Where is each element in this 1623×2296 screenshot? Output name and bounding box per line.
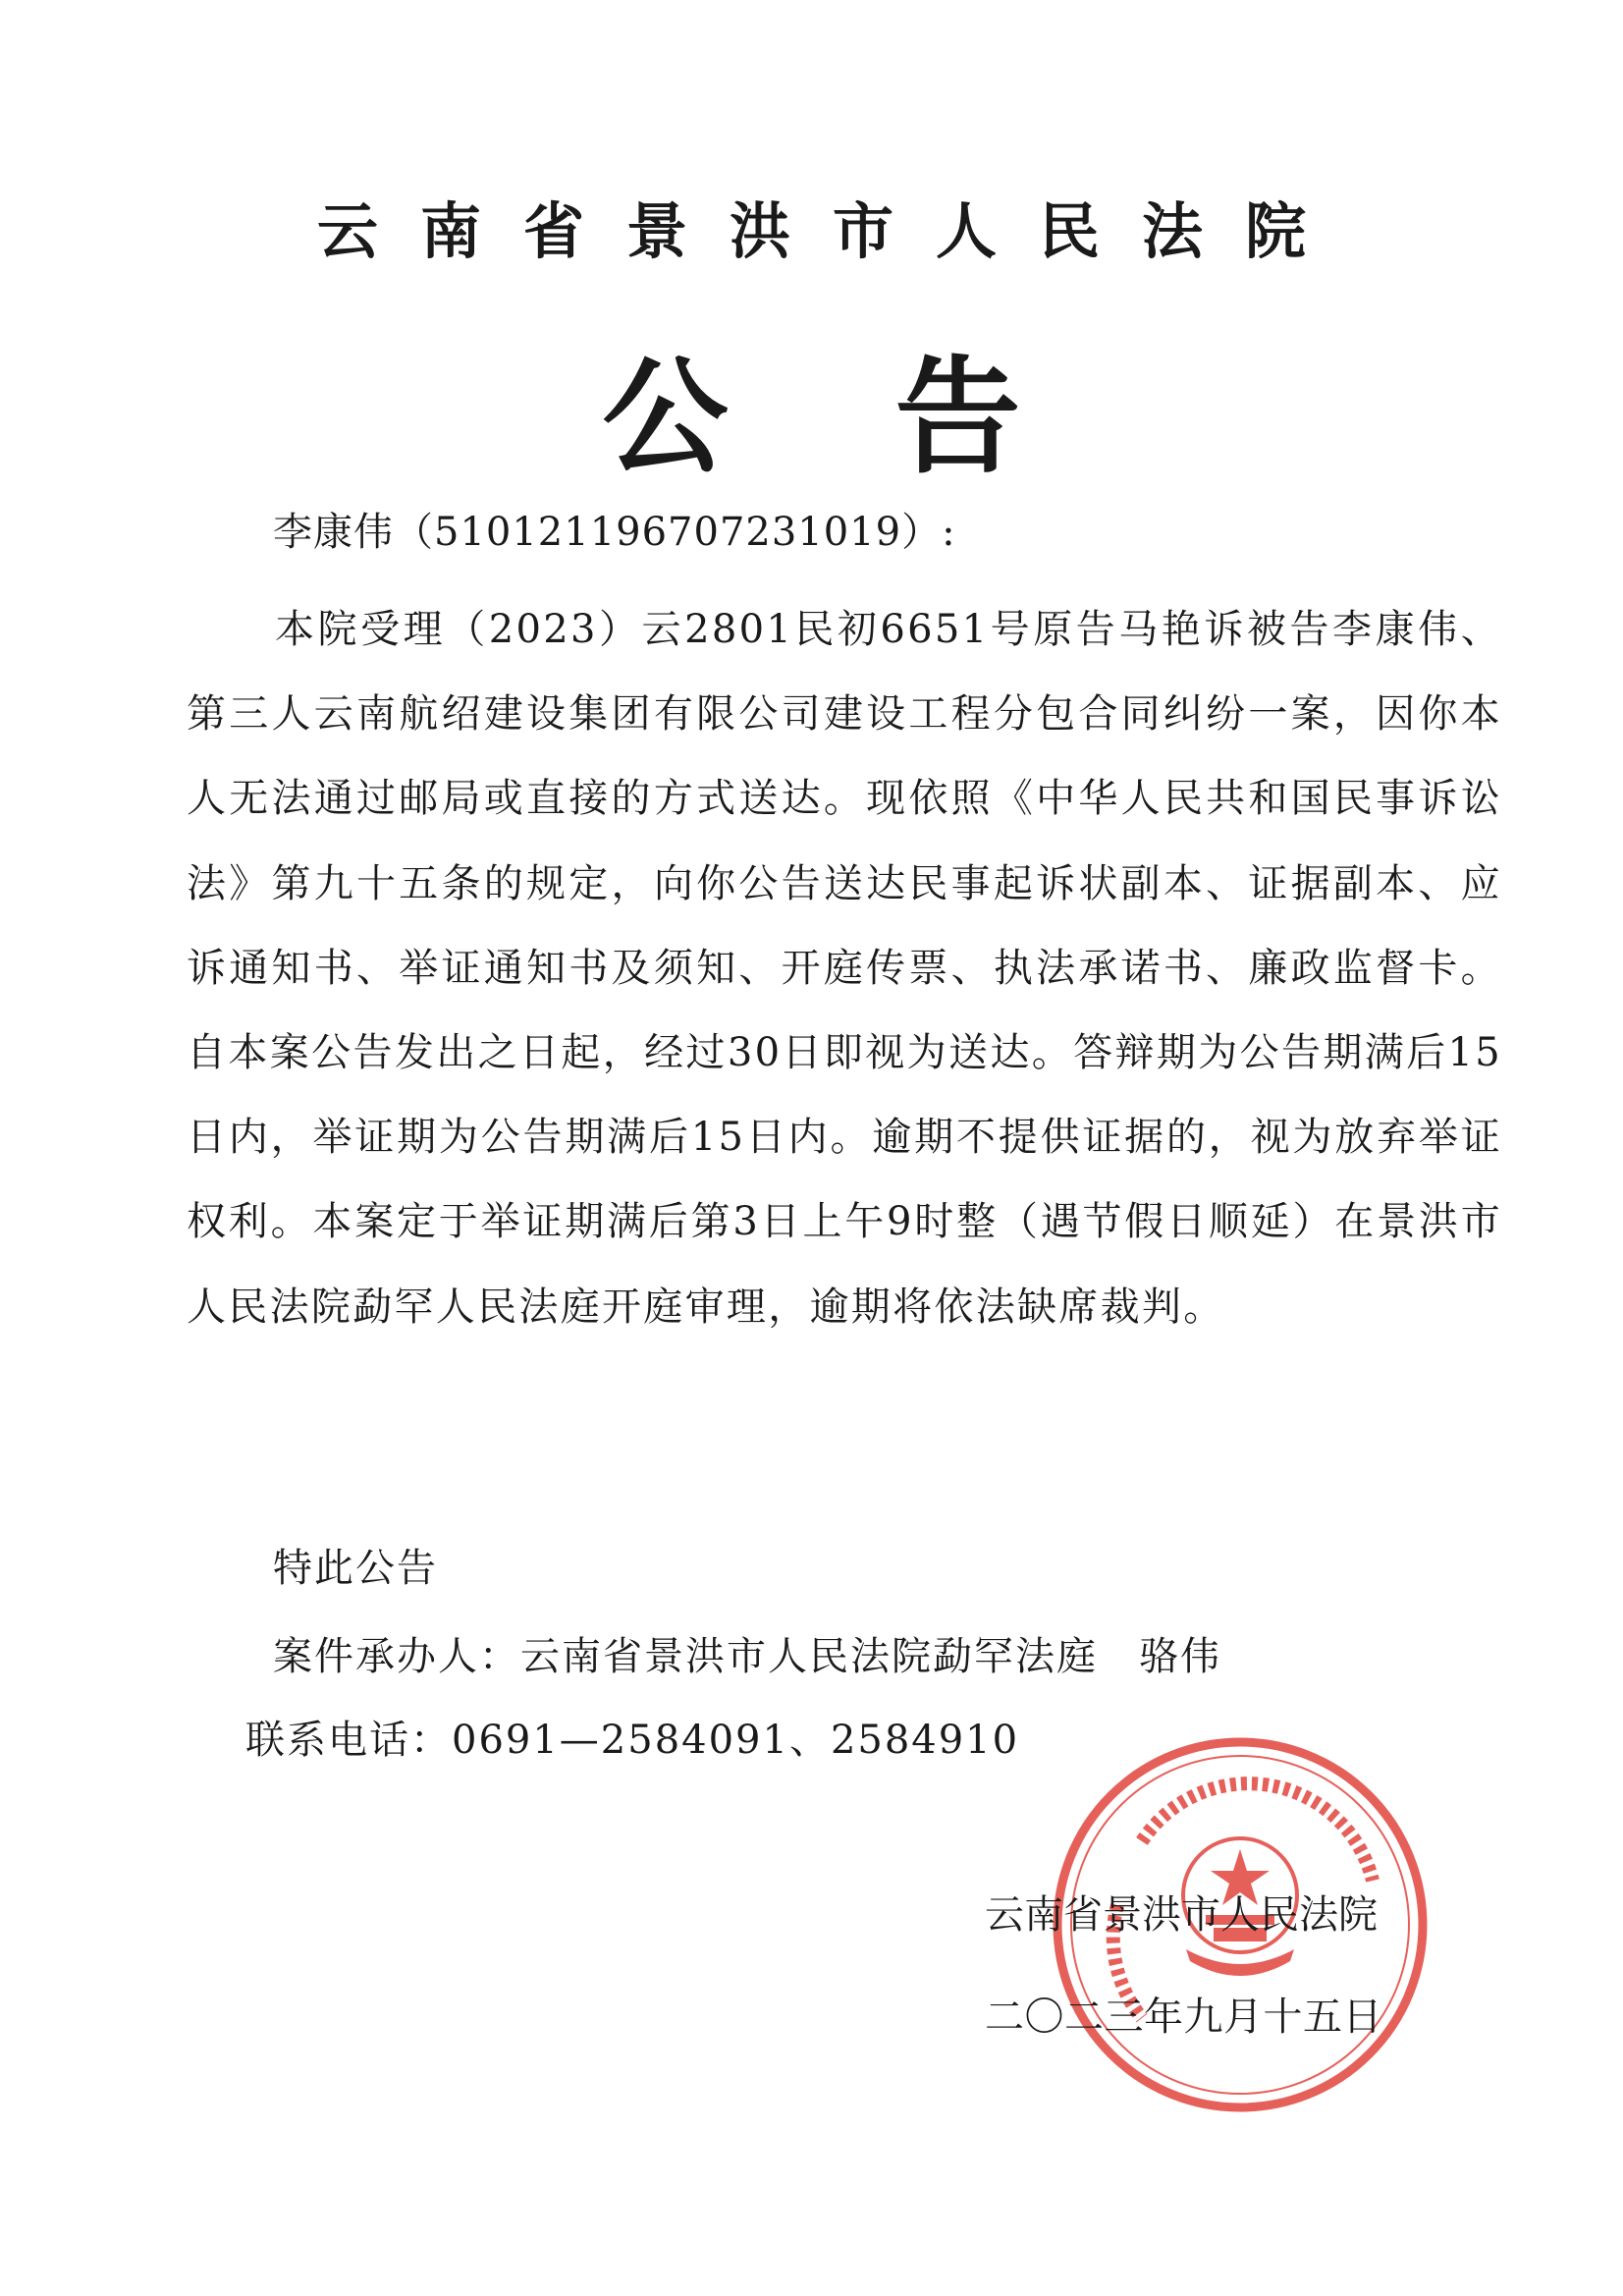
document-title: 公告: [602, 345, 1188, 491]
signature-date: 二〇二三年九月十五日: [985, 1995, 1382, 2040]
signature-court: 云南省景洪市人民法院: [985, 1892, 1378, 1938]
notice-body: 本院受理（2023）云2801民初6651号原告马艳诉被告李康伟、第三人云南航绍建设集团有限公司建设工程分包合同纠纷一案，因你本人无法通过邮局或直接的方式送达。现依照《中华人民共和国民事诉讼法》第九十五条的规定，向你公告送达民事起诉状副本、证据副本、应诉通知书、举证通知书及须知、开庭传票、执法承诺书、廉政监督卡。自本案公告发出之日起，经过30日即视为送达。答辩期为公告期满后15日内，举证期为公告期满后15日内。逾期不提供证据的，视为放弃举证权利。本案定于举证期满后第3日上午9时整（遇节假日顺延）在景洪市人民法院勐罕人民法庭开庭审理，逾期将依法缺席裁判。: [187, 607, 1502, 1330]
court-name-heading: 云南省景洪市人民法院: [316, 195, 1348, 267]
addressee: 李康伟（510121196707231019）:: [273, 510, 956, 555]
contact-phone: 联系电话：0691—2584091、2584910: [245, 1718, 1020, 1763]
case-handler: 案件承办人：云南省景洪市人民法院勐罕法庭 骆伟: [273, 1634, 1221, 1679]
closing-line: 特此公告: [273, 1546, 438, 1591]
